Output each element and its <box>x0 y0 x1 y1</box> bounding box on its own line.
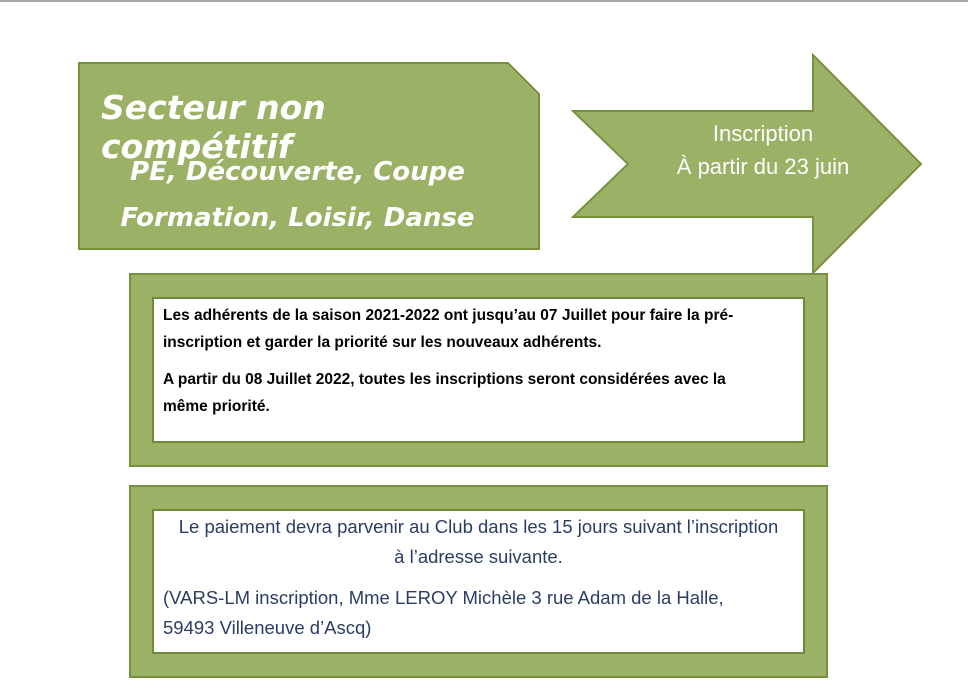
priority-notice-line4: même priorité. <box>163 398 270 415</box>
sector-title: Secteur non compétitif <box>101 88 326 166</box>
payment-notice-line2: à l’adresse suivante. <box>394 546 563 567</box>
payment-notice-line1: Le paiement devra parvenir au Club dans les 15 jours suivant l’inscription <box>178 516 779 537</box>
priority-notice-line3: A partir du 08 Juillet 2022, toutes les inscriptions seront considérées avec la <box>163 371 726 388</box>
payment-address-line2: 59493 Villeneuve d’Ascq) <box>163 617 372 638</box>
registration-date: À partir du 23 juin <box>676 154 850 179</box>
top-border-line <box>0 0 968 2</box>
payment-address-line1: (VARS-LM inscription, Mme LEROY Michèle 3 rue Adam de la Halle, <box>163 587 724 608</box>
sector-disciplines-line2: Formation, Loisir, Danse <box>120 203 475 233</box>
priority-notice-line1: Les adhérents de la saison 2021-2022 ont jusqu’au 07 Juillet pour faire la pré- <box>163 307 734 324</box>
priority-notice-line2: inscription et garder la priorité sur les nouveaux adhérents. <box>163 334 602 351</box>
sector-disciplines-line1: PE, Découverte, Coupe <box>130 157 465 187</box>
registration-label: Inscription <box>712 121 814 146</box>
